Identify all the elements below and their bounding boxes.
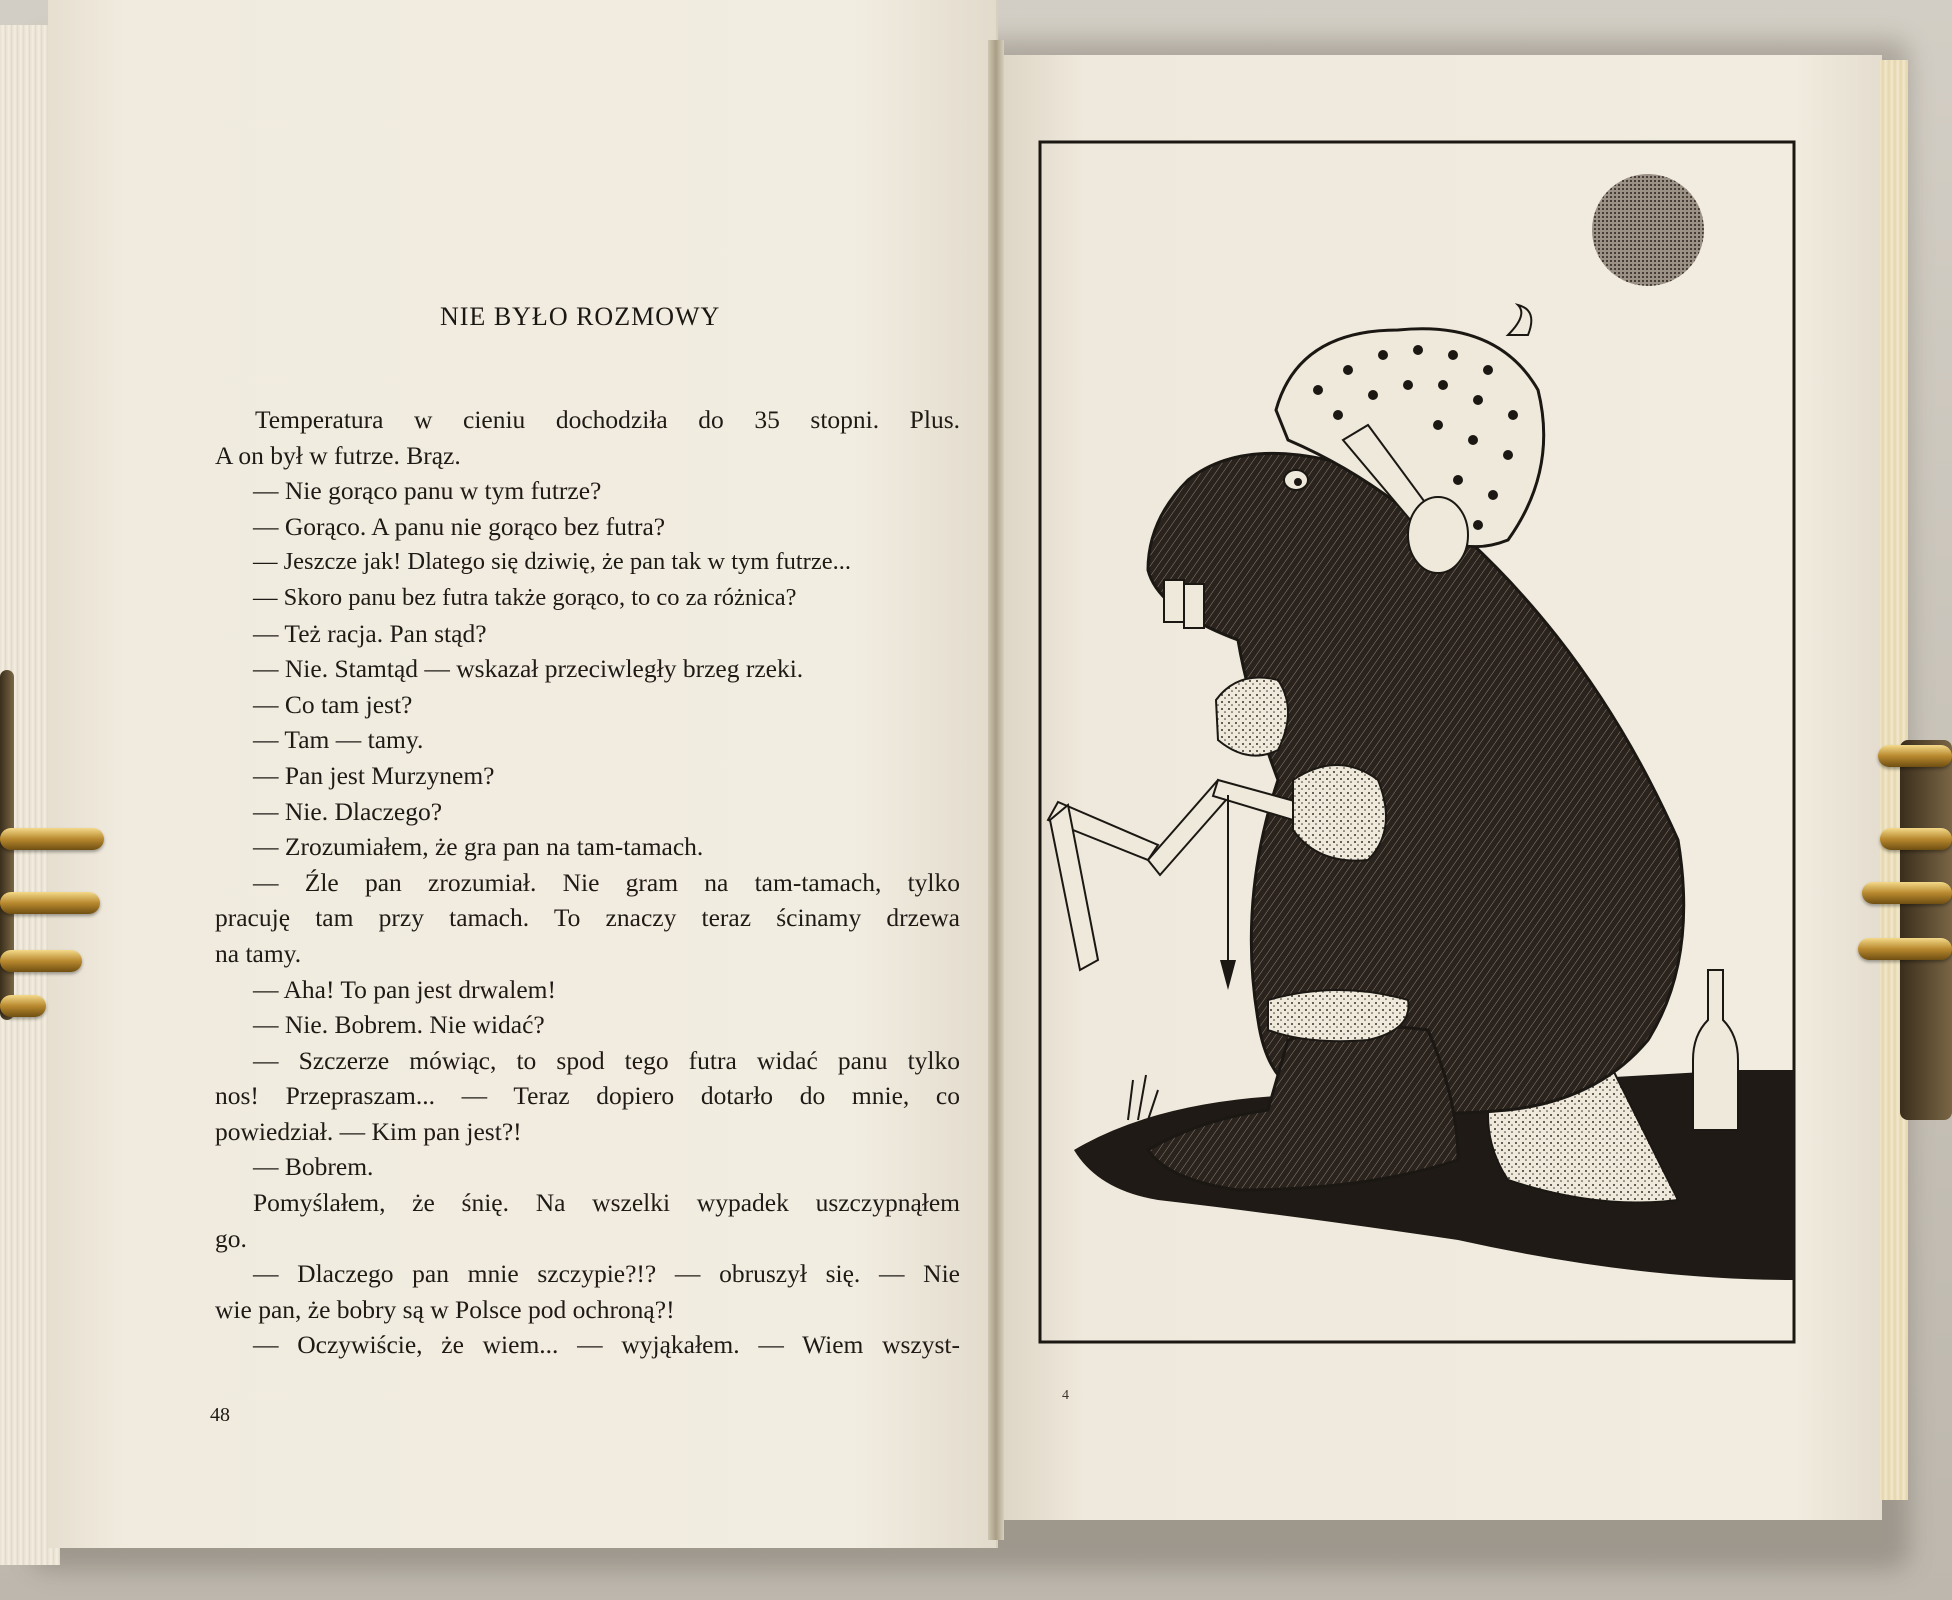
- page-number-left: 48: [210, 1404, 230, 1426]
- text-line: A on był w futrze. Brąz.: [215, 440, 461, 470]
- text-line: go.: [215, 1223, 247, 1253]
- text-line: — Nie gorąco panu w tym futrze?: [253, 476, 602, 506]
- beaver-tooth: [1164, 580, 1184, 622]
- text-line: — Nie. Dlaczego?: [253, 796, 443, 826]
- text-line: wie pan, że bobry są w Polsce pod ochroną?!: [215, 1294, 675, 1324]
- cap-tassel: [1508, 305, 1531, 335]
- grass-icon: [1128, 1075, 1158, 1120]
- boot-cuff: [1268, 990, 1409, 1041]
- text-line: — Nie. Bobrem. Nie widać?: [253, 1010, 545, 1040]
- right-clip-ring-1: [1880, 828, 1952, 850]
- beaver-ear: [1408, 497, 1468, 573]
- text-line: — Też racja. Pan stąd?: [253, 618, 487, 648]
- text-line: — Oczywiście, że wiem... — wyjąkałem. — Wiem wszyst-: [253, 1330, 960, 1360]
- text-line: — Nie. Stamtąd — wskazał przeciwległy brzeg rzeki.: [253, 654, 804, 684]
- plumb-bob-icon: [1220, 960, 1236, 990]
- text-line: — Tam — tamy.: [253, 725, 424, 755]
- beaver-illustration: [1038, 140, 1796, 1345]
- text-line: Temperatura w cieniu dochodziła do 35 stopni. Plus.: [255, 405, 960, 434]
- left-clip-ring-1: [0, 828, 104, 850]
- text-line: pracuję tam przy tamach. To znaczy teraz ścinamy drzewa: [215, 903, 960, 933]
- text-line: — Źle pan zrozumiał. Nie gram na tam-tamach, tylko: [253, 867, 960, 897]
- text-line: nos! Przepraszam... — Teraz dopiero dotarło do mnie, co: [215, 1081, 960, 1111]
- text-line: — Aha! To pan jest drwalem!: [253, 974, 556, 1004]
- beaver-tooth: [1184, 584, 1204, 628]
- page-number-right: 4: [1062, 1388, 1069, 1403]
- text-line: — Pan jest Murzynem?: [253, 760, 495, 790]
- text-line: — Gorąco. A panu nie gorąco bez futra?: [253, 511, 666, 541]
- beaver-hand: [1216, 678, 1288, 756]
- right-clip-ring-3: [1858, 938, 1952, 960]
- text-line: — Jeszcze jak! Dlatego się dziwię, że pan tak w tym futrze...: [253, 548, 851, 576]
- chapter-title: NIE BYŁO ROZMOWY: [440, 302, 721, 331]
- text-line: — Dlaczego pan mnie szczypie?!? — obruszył się. — Nie: [253, 1259, 960, 1289]
- left-clip-ring-4: [0, 995, 46, 1017]
- text-line: — Skoro panu bez futra także gorąco, to co za różnica?: [253, 583, 797, 611]
- story-text: [215, 402, 960, 1363]
- left-clip-ring-3: [0, 950, 82, 972]
- right-clip-body: [1900, 740, 1952, 1120]
- text-line: na tamy.: [215, 938, 302, 968]
- text-line: Pomyślałem, że śnię. Na wszelki wypadek uszczypnąłem: [253, 1188, 960, 1218]
- right-clip-ring-2: [1862, 882, 1952, 904]
- left-clip-ring-2: [0, 892, 100, 914]
- text-line: — Szczerze mówiąc, to spod tego futra widać panu tylko: [253, 1045, 960, 1075]
- bottle-icon: [1693, 970, 1738, 1130]
- text-line: powiedział. — Kim pan jest?!: [215, 1116, 522, 1146]
- text-line: — Co tam jest?: [253, 689, 413, 719]
- text-line: — Bobrem.: [253, 1152, 374, 1182]
- book-spine: [988, 40, 1004, 1540]
- text-line: — Zrozumiałem, że gra pan na tam-tamach.: [253, 832, 704, 862]
- right-clip-ring-4: [1878, 745, 1952, 767]
- moon-icon: [1592, 174, 1704, 286]
